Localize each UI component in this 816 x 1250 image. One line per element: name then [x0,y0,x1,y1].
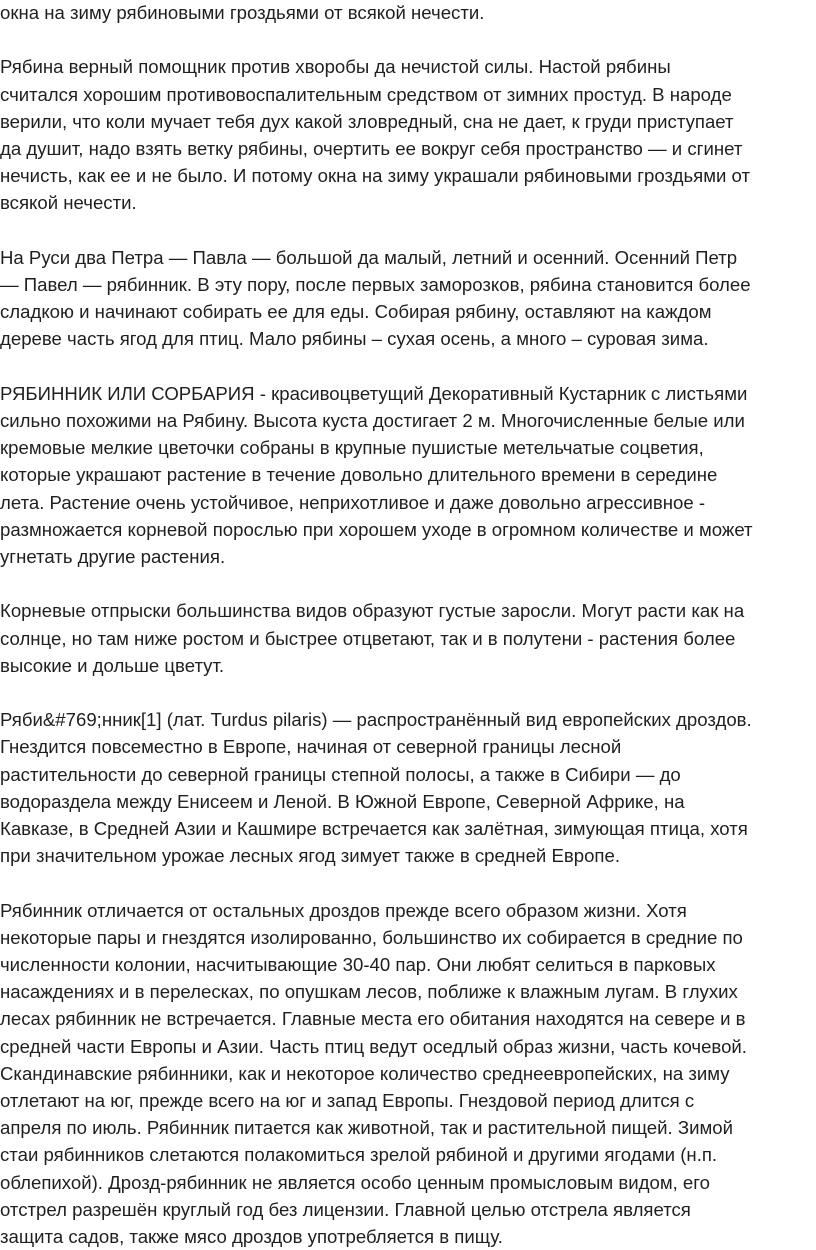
paragraph-fieldfare-behavior: Рябинник отличается от остальных дроздов прежде всего образом жизни. Хотя некоторые пары и гнездятся изолированно, большинство их собирается в средние по численности колонии, насчитывающие 30-40 пар. Они любят селиться в парковых насаждениях и в перелесках, по опушкам лесов, поближе к влажным лугам. В глухих лесах рябинник не встречается. Главные места его обитания находятся на севере и в средней части Европы и Азии. Часть птиц ведут оседлый образ жизни, часть кочевой. Скандинавские рябинники, как и некоторое количество среднеевропейских, на зиму отлетают на юг, прежде всего на юг и запад Европы. Гнездовой период длится с апреля по июль. Рябинник питается как животной, так и растительной пищей. Зимой стаи рябинников слетаются полакомиться зрелой рябиной и другими ягодами (н.п. облепихой). Дрозд-рябинник не является особо ценным промысловым видом, его отстрел разрешён круглый год без лицензии. Главной целью отстрела является защита садов, также мясо дроздов употребляется в пищу. [0,899,747,1248]
paragraph-window-winter: окна на зиму рябиновыми гроздьями от всякой нечести. [0,2,485,23]
paragraph-fieldfare-range: Ряби&#769;нник[1] (лат. Turdus pilaris) — распространённый вид европейских дроздов. Гнездится повсеместно в Европе, начиная от северной границы лесной растительности до северной границы степной полосы, а также в Сибири — до водораздела между Енисеем и Леной. В Южной Европе, Северной Африке, на Кавказе, в Средней Азии и Кашмире встречается как залётная, зимующая птица, хотя при значительном урожае лесных ягод зимует также в средней Европе. [0,709,752,867]
paragraph-root-shoots: Корневые отпрыски большинства видов образуют густые заросли. Могут расти как на солнце, но там ниже ростом и быстрее отцветают, так и в полутени - растения более высокие и дольше цветут. [0,600,745,676]
paragraph-rowan-helper: Рябина верный помощник против хворобы да нечистой силы. Настой рябины считался хорошим противовоспалительным средством от зимних простуд. В народе верили, что коли мучает тебя дух какой зловредный, сна не дает, к груди приступает да душит, надо взять ветку рябины, очертить ее вокруг себя пространство — и сгинет нечисть, как ее и не было. И потому окна на зиму украшали рябиновыми гроздьями от всякой нечести. [0,56,750,214]
paragraph-sorbaria: РЯБИННИК ИЛИ СОРБАРИЯ - красивоцветущий Декоративный Кустарник с листьями сильно похожими на Рябину. Высота куста достигает 2 м. Многочисленные белые или кремовые мелкие цветочки собраны в крупные пушистые метельчатые соцветия, которые украшают растение в течение довольно длительного времени в середине лета. Растение очень устойчивое, неприхотливое и даже довольно агрессивное - размножается корневой порослью при хорошем уходе в огромном количестве и может угнетать другие растения. [0,382,753,568]
paragraph-peter-paul: На Руси два Петра — Павла — большой да малый, летний и осенний. Осенний Петр — Павел — рябинник. В эту пору, после первых заморозков, рябина становится более сладкою и начинают собирать ее для еды. Собирая рябину, оставляют на каждом дереве часть ягод для птиц. Мало рябины – сухая осень, а много – суровая зима. [0,246,751,350]
